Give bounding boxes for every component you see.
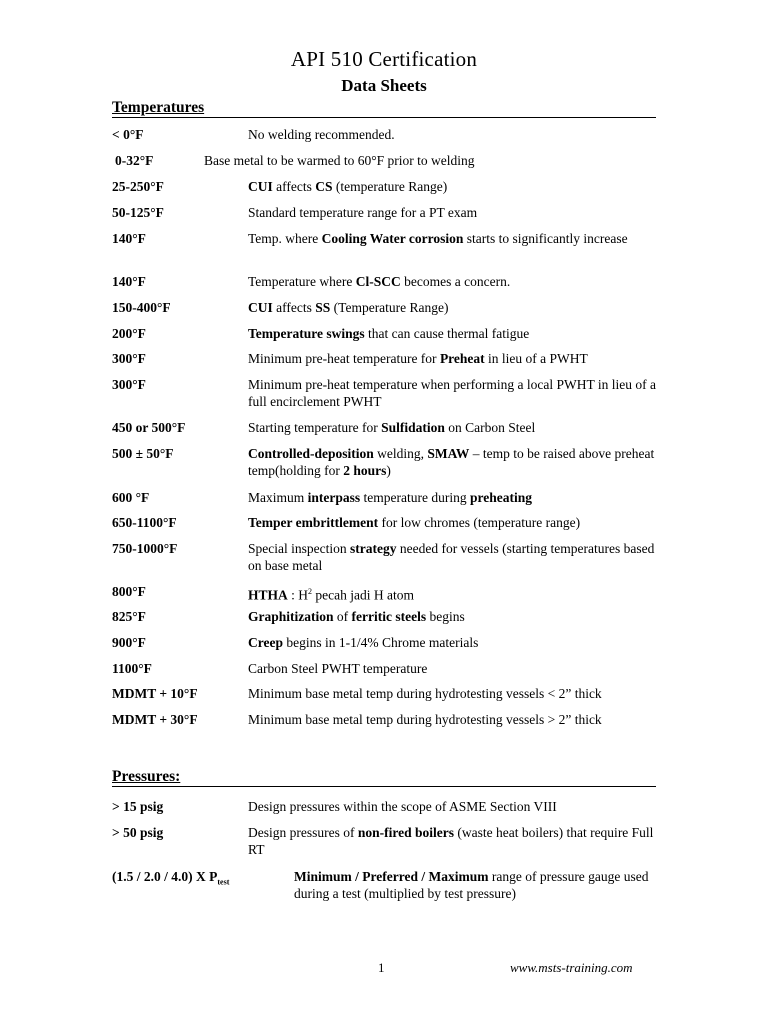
bold-term: Temper embrittlement [248,515,379,530]
pressures-heading: Pressures: [112,768,656,787]
temperature-key [112,126,143,143]
pressure-key [112,824,163,841]
temperature-key-text: 500 ± 50°F [112,446,174,461]
text-run: pecah jadi H atom [312,587,414,603]
bold-term: Temperature swings [248,326,365,341]
temperature-description [248,273,668,290]
text-run: Minimum base metal temp during hydrotesting vessels < 2” thick [248,686,602,701]
temperature-description [248,299,668,316]
bold-term: Minimum / Preferred / Maximum [294,869,489,884]
text-run: Design pressures within the scope of ASME Section VIII [248,799,557,814]
text-run: (temperature Range) [332,179,448,194]
temperature-description [248,608,668,625]
bold-term: 2 hours [343,463,387,478]
temperature-key [112,178,164,195]
text-run: affects [272,300,316,315]
bold-term: HTHA [248,587,288,603]
temperature-description [248,660,668,677]
bold-term: non-fired boilers [357,825,454,840]
temperature-key [112,376,146,393]
temperature-description [248,445,668,479]
temperature-key-text: 600 °F [112,490,150,505]
temperature-description [248,178,668,195]
bold-term: Cl-SCC [355,274,401,289]
text-run: Temperature where [248,274,356,289]
bold-term: SMAW [427,446,470,461]
pressure-description [248,824,668,858]
temperature-key [112,230,146,247]
pressure-description [294,868,662,902]
text-run: begins in 1-1/4% Chrome materials [283,635,479,650]
text-run: range of pressure gauge used during a test (multiplied by test pressure) [294,869,649,901]
pressure-description [248,798,668,815]
text-run: that can cause thermal fatigue [364,326,530,341]
pressure-key-subscript: test [217,877,230,887]
text-run: (Temperature Range) [330,300,449,315]
temperature-key [112,608,146,625]
temperature-key-text: 825°F [112,609,146,624]
temperature-key [112,445,174,462]
bold-term: CS [315,179,333,194]
temperature-description [248,540,668,574]
temperature-key [112,660,152,677]
text-run: welding, [373,446,428,461]
text-run: Standard temperature range for a PT exam [248,205,478,220]
temperature-key-text: 140°F [112,274,146,289]
text-run: (waste heat boilers) that require Full RT [248,825,654,857]
text-run: temperature during [360,490,470,505]
text-run: Minimum base metal temp during hydrotesting vessels > 2” thick [248,712,602,727]
document-title: API 510 Certification [290,47,478,71]
temperature-description [248,583,668,604]
text-run: for low chromes (temperature range) [378,515,581,530]
temperature-key-text: < 0°F [112,127,144,142]
pressure-key-text: (1.5 / 2.0 / 4.0) X P [112,869,218,884]
temperature-description [248,325,668,342]
document-subtitle: Data Sheets [341,76,427,95]
text-run: Minimum pre-heat temperature for [248,351,440,366]
text-run: Design pressures of [248,825,358,840]
temperature-description [248,376,668,410]
temperature-key [112,711,198,728]
bold-term: Graphitization [248,609,334,624]
temperature-key-text: 50-125°F [112,205,164,220]
bold-term: preheating [469,490,532,505]
bold-term: Controlled-deposition [248,446,374,461]
temperature-description [204,152,674,169]
temperature-key [112,514,177,531]
temperature-key-text: 1100°F [112,661,152,676]
temperature-key [112,489,149,506]
pressure-key [112,798,163,815]
page-number: 1 [378,960,385,975]
text-run: becomes a concern. [400,274,511,289]
pressure-key [112,868,229,891]
temperature-key-text: 650-1100°F [112,515,177,530]
text-run: begins [426,609,465,624]
bold-term: Cooling Water corrosion [321,231,464,246]
temperature-description [248,204,668,221]
text-run: of [333,609,352,624]
temperature-key-text: 150-400°F [112,300,171,315]
temperature-key-text: MDMT + 10°F [112,686,198,701]
text-run: Maximum [248,490,308,505]
text-run: Special inspection [248,541,350,556]
temperature-description [248,489,668,506]
temperature-key-text: 450 or 500°F [112,420,186,435]
text-run: on Carbon Steel [444,420,536,435]
text-run: needed for vessels (starting temperatures based on base metal [248,541,655,573]
temperature-key [112,419,185,436]
temperature-description [248,350,668,367]
bold-term: Sulfidation [381,420,445,435]
temperature-key [112,540,177,557]
temperature-key-text: 140°F [112,231,146,246]
text-run: Carbon Steel PWHT temperature [248,661,428,676]
temperature-description [248,230,668,247]
text-run: Starting temperature for [248,420,382,435]
temperature-key-text: 25-250°F [112,179,164,194]
text-run: – temp to be raised above preheat temp(holding for [248,446,655,478]
text-run: starts to significantly increase [463,231,628,246]
temperature-description [248,711,668,728]
pressure-key-text: > 50 psig [112,825,164,840]
text-run: in lieu of a PWHT [484,351,588,366]
temperature-key-text: 0-32°F [115,153,154,168]
temperature-description [248,419,668,436]
temperature-key [112,634,146,651]
temperature-key [112,325,146,342]
temperature-key-text: 300°F [112,351,146,366]
pressure-key-text: > 15 psig [112,799,164,814]
temperature-key [115,152,153,169]
temperature-key [112,299,171,316]
temperature-description [248,514,668,531]
text-run: affects [272,179,316,194]
temperature-key [112,583,146,600]
footer-url: www.msts-training.com [510,960,633,975]
temperature-key [112,685,198,702]
text-run: ) [386,463,391,478]
bold-term: CUI [248,300,273,315]
text-run: Base metal to be warmed to 60°F prior to welding [204,153,475,168]
bold-term: Preheat [439,351,485,366]
text-run: Minimum pre-heat temperature when performing a local PWHT in lieu of a full encirclement PWHT [248,377,656,409]
temperature-key [112,204,164,221]
temperature-key-text: 800°F [112,584,146,599]
bold-term: SS [315,300,331,315]
text-run: Temp. where [248,231,322,246]
temperature-key-text: 300°F [112,377,146,392]
bold-term: Creep [248,635,283,650]
bold-term: CUI [248,179,273,194]
bold-term: interpass [307,490,361,505]
temperature-key [112,273,146,290]
temperature-key-text: 200°F [112,326,146,341]
temperature-key-text: 750-1000°F [112,541,178,556]
bold-term: ferritic steels [351,609,427,624]
temperature-description [248,126,668,143]
temperature-key-text: 900°F [112,635,146,650]
temperature-key-text: MDMT + 30°F [112,712,198,727]
bold-term: strategy [349,541,397,556]
temperatures-heading: Temperatures [112,99,656,118]
temperature-key [112,350,146,367]
temperature-description [248,685,668,702]
text-run: : H [287,587,309,603]
superscript: 2 [308,587,313,596]
temperature-description [248,634,668,651]
text-run: No welding recommended. [248,127,395,142]
